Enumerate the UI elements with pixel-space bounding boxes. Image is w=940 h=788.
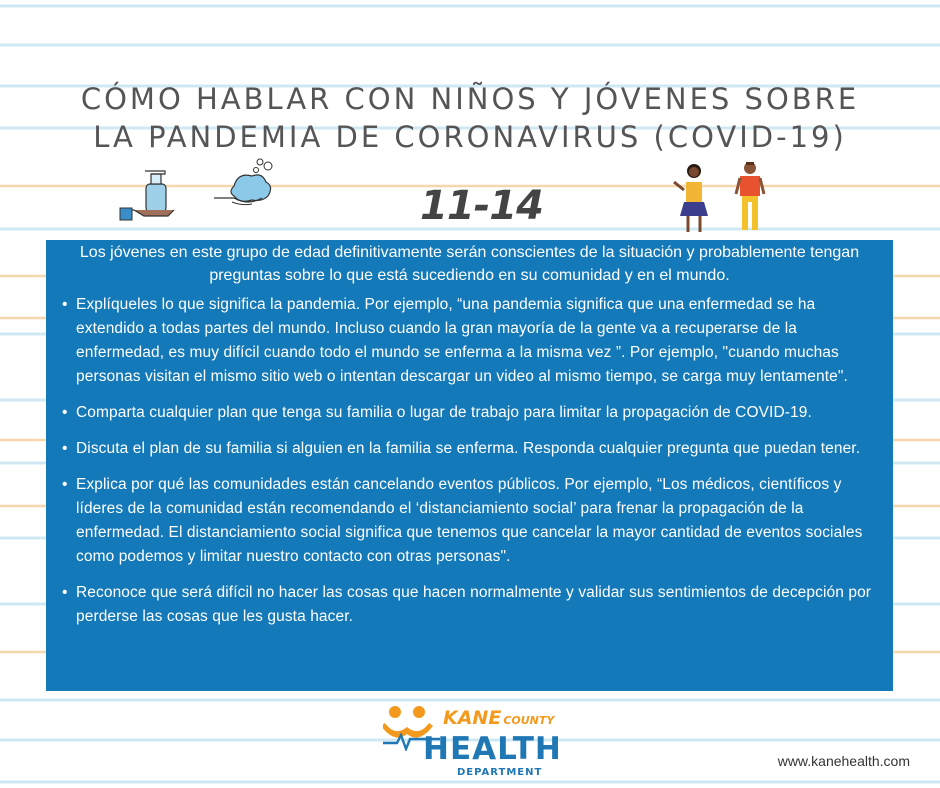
page-title <box>0 80 940 156</box>
title-line-2: LA PANDEMIA DE CORONAVIRUS (COVID-19) <box>93 120 847 154</box>
intro-text: Los jóvenes en este grupo de edad definitivamente serán conscientes de la situación y probablemente tengan preguntas sobre lo que está sucediendo en su comunidad y en el mundo. <box>79 244 860 284</box>
logo-kane-text: KANE COUNTY <box>443 707 555 729</box>
list-item: • Comparta cualquier plan que tenga su familia o lugar de trabajo para limitar la propagación de COVID-19. <box>76 401 883 425</box>
logo-department-text: DEPARTMENT <box>457 767 543 778</box>
soap-dispenser-icon <box>118 166 188 226</box>
kane-county-health-logo <box>383 703 562 783</box>
washing-hands-icon <box>212 156 287 216</box>
list-item: • Explíqueles lo que significa la pandemia. Por ejemplo, “una pandemia significa que una enfermedad se ha extendido a todas partes del mundo. Incluso cuando la gran mayoría de la gente va a recuperarse de la enfermedad, es muy difícil cuando todo el mundo se enferma a la misma vez ”. Por ejemplo, "cuando muchas personas visitan el mismo sitio web o intentan descargar un video al mismo tiempo, se carga muy lentamente". <box>76 293 883 389</box>
tips-list <box>56 293 883 629</box>
boy-figure-icon <box>734 160 766 236</box>
title-line-1: CÓMO HABLAR CON NIÑOS Y JÓVENES SOBRE <box>80 82 860 116</box>
list-item: • Reconoce que será difícil no hacer las cosas que hacen normalmente y validar sus sentimientos de decepción por perderse las cosas que les gusta hacer. <box>76 581 883 629</box>
age-range-label: 11-14 <box>420 183 543 229</box>
logo-health-text: HEALTH <box>423 731 562 767</box>
website-link[interactable]: www.kanehealth.com <box>777 753 910 769</box>
info-panel <box>46 240 893 691</box>
girl-figure-icon <box>668 160 713 236</box>
list-item: • Discuta el plan de su familia si alguien en la familia se enferma. Responda cualquier pregunta que puedan tener. <box>76 437 883 461</box>
list-item: • Explica por qué las comunidades están cancelando eventos públicos. Por ejemplo, “Los médicos, científicos y líderes de la comunidad están recomendando el ‘distanciamiento social’ para frenar la propagación de la enfermedad. El distanciamiento social significa que tenemos que cancelar la mayor cantidad de eventos sociales como podemos y limitar nuestro contacto con otras personas". <box>76 473 883 569</box>
